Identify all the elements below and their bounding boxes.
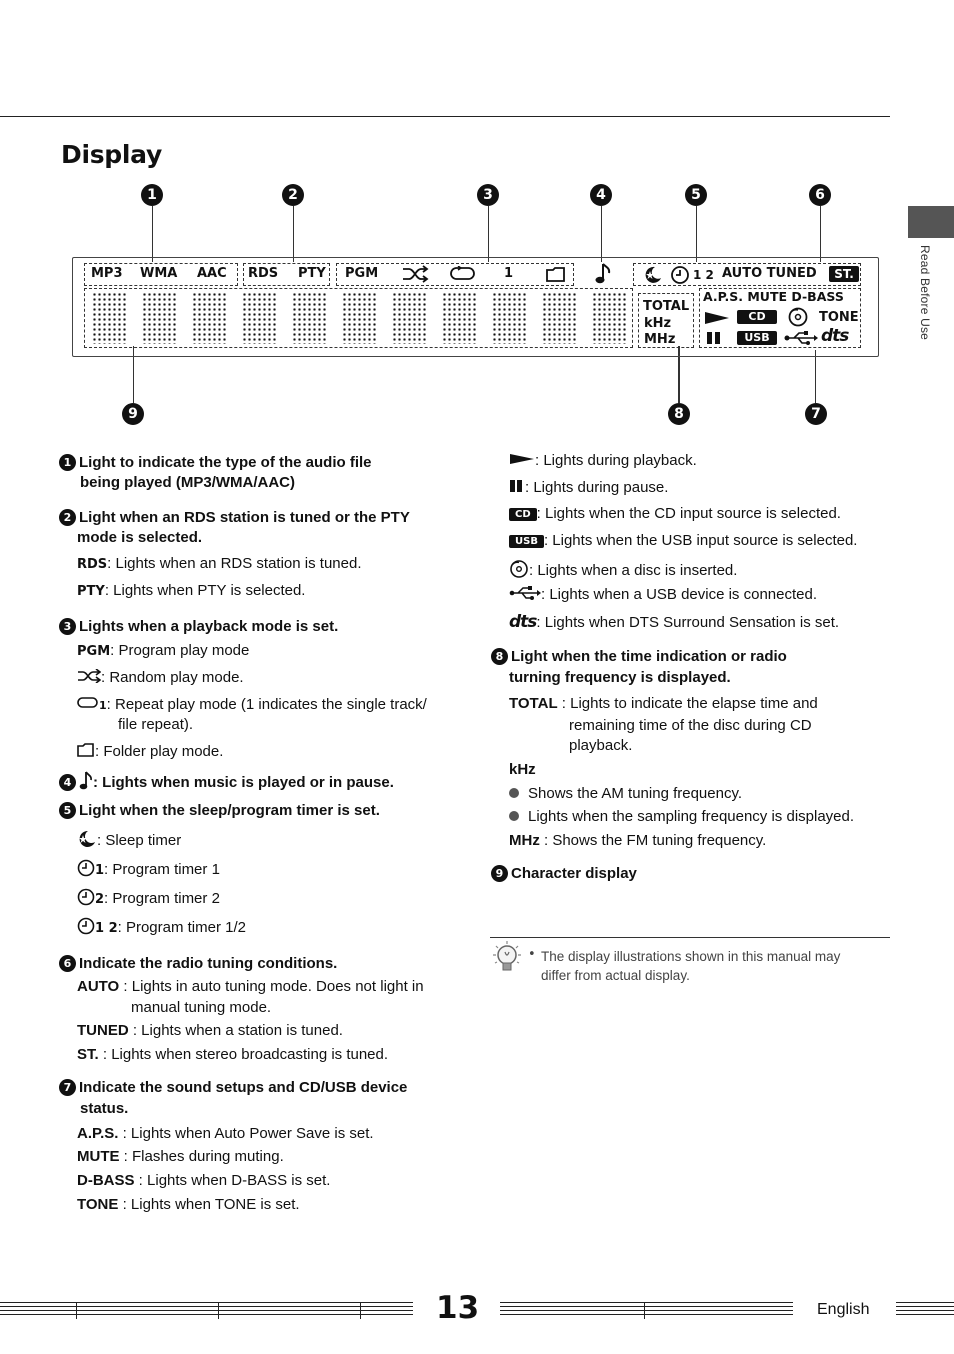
play-description: : Lights during playback. [535, 452, 697, 469]
pty-description: : Lights when PTY is selected. [104, 582, 306, 599]
sleep-description: : Sleep timer [97, 832, 182, 849]
aps-item [77, 1124, 374, 1144]
bullet-dot [509, 788, 519, 798]
leader-line-5 [696, 206, 697, 262]
repeat-description-line2: file repeat). [118, 716, 194, 733]
section-tab-label: Read Before Use [918, 245, 932, 341]
panel-total: TOTAL [643, 299, 690, 314]
bullet-dot [509, 811, 519, 821]
mute-description: : Flashes during muting. [119, 1148, 284, 1165]
mute-item [77, 1147, 284, 1167]
timer1-symbol: 1 [95, 863, 105, 878]
callout-8: 8 [668, 403, 690, 425]
total-description-line2: remaining time of the disc during CD [569, 717, 812, 734]
tone-key: TONE [77, 1196, 119, 1213]
lightbulb-tip-icon [490, 940, 524, 978]
section-3-number: 3 [59, 618, 76, 635]
callout-6: 6 [809, 184, 831, 206]
panel-usb-badge: USB [737, 331, 777, 345]
section-1-number: 1 [59, 454, 76, 471]
play-icon [509, 452, 535, 466]
total-description-line3: playback. [569, 737, 633, 754]
section-5-heading [59, 801, 380, 821]
section-2-heading [59, 508, 410, 528]
footer-tick [644, 1302, 645, 1319]
disc-item [509, 559, 737, 581]
rds-item [77, 554, 361, 575]
panel-wma: WMA [140, 266, 178, 281]
panel-aps-mute-dbass: A.P.S. MUTE D-BASS [703, 289, 844, 304]
disc-icon [787, 306, 809, 328]
footer-tick [76, 1302, 77, 1319]
tuned-item [77, 1021, 343, 1041]
footer-tick [360, 1302, 361, 1319]
play-item [509, 451, 697, 471]
random-icon [77, 669, 101, 683]
leader-line-4 [601, 206, 602, 262]
mute-key: MUTE [77, 1148, 120, 1165]
mhz-description: : Shows the FM tuning frequency. [539, 832, 767, 849]
panel-dts: dts [821, 326, 849, 346]
folder-icon [545, 266, 567, 283]
sleep-item [77, 830, 181, 851]
matrix-char [492, 292, 526, 344]
section-5-title: Light when the sleep/program timer is set. [79, 802, 380, 819]
rds-symbol: RDS [77, 557, 108, 572]
pgm-description: : Program play mode [110, 642, 250, 659]
section-6-title: Indicate the radio tuning conditions. [79, 955, 338, 972]
panel-auto-tuned: AUTO TUNED [722, 266, 817, 281]
panel-rds: RDS [248, 266, 279, 281]
auto-key: AUTO [77, 978, 120, 995]
section-3-title: Lights when a playback mode is set. [79, 618, 339, 635]
timer12-description: : Program timer 1/2 [117, 919, 246, 936]
sleep-timer-icon [77, 830, 97, 848]
callout-5: 5 [685, 184, 707, 206]
pause-description: : Lights during pause. [525, 479, 669, 496]
callout-4: 4 [590, 184, 612, 206]
callout-1: 1 [141, 184, 163, 206]
cd-item [509, 504, 841, 524]
pgm-symbol: PGM [77, 644, 111, 659]
note-line-1: The display illustrations shown in this manual may [541, 949, 841, 964]
matrix-char [592, 292, 626, 344]
matrix-char [292, 292, 326, 344]
panel-pgm: PGM [345, 266, 379, 281]
timer2-symbol: 2 [95, 892, 105, 907]
repeat-item [77, 695, 427, 716]
timer12-symbol: 1 2 [95, 921, 118, 936]
khz-key: kHz [509, 761, 536, 778]
section-2-title-line2: mode is selected. [77, 529, 203, 546]
dbass-key: D-BASS [77, 1172, 135, 1189]
program-timer-icon [77, 859, 95, 877]
aps-key: A.P.S. [77, 1125, 119, 1142]
panel-aac: AAC [197, 266, 227, 281]
section-9-title: Character display [511, 865, 637, 882]
dbass-description: : Lights when D-BASS is set. [134, 1172, 331, 1189]
footer-lines-right [896, 1302, 954, 1319]
note-text [541, 947, 840, 985]
timer2-description: : Program timer 2 [104, 890, 220, 907]
program-timer-icon [77, 917, 95, 935]
matrix-char [92, 292, 126, 344]
section-8-title-line2: turning frequency is displayed. [509, 669, 731, 686]
section-9-number: 9 [491, 865, 508, 882]
repeat-icon [449, 266, 477, 282]
section-8-title-line1: Light when the time indication or radio [511, 648, 787, 665]
leader-line-1 [152, 206, 153, 262]
repeat-icon [77, 696, 99, 710]
play-icon [704, 310, 730, 326]
repeat-one-symbol: 1 [99, 699, 107, 712]
section-7-title-line2: status. [80, 1100, 129, 1117]
auto-item [77, 977, 424, 997]
folder-icon [77, 743, 95, 757]
dts-logo: dts [509, 612, 537, 632]
program-timer-icon [670, 265, 690, 285]
top-rule [0, 116, 890, 117]
usb-badge: USB [509, 535, 544, 548]
section-2-title-line1: Light when an RDS station is tuned or the PTY [79, 509, 410, 526]
st-description: : Lights when stereo broadcasting is tuned. [98, 1046, 389, 1063]
mhz-key: MHz [509, 832, 540, 849]
tuned-key: TUNED [77, 1022, 129, 1039]
timer2-item [77, 888, 220, 910]
disc-description: : Lights when a disc is inserted. [529, 562, 738, 579]
total-key: TOTAL [509, 695, 558, 712]
footer-lines-middle [500, 1302, 793, 1319]
section-6-number: 6 [59, 955, 76, 972]
note-line-2: differ from actual display. [541, 968, 690, 983]
matrix-char [392, 292, 426, 344]
section-8-number: 8 [491, 648, 508, 665]
dts-item [509, 612, 839, 633]
footer-tick [218, 1302, 219, 1319]
program-timer-icon [77, 888, 95, 906]
panel-khz: kHz [644, 316, 672, 331]
matrix-char [442, 292, 476, 344]
cd-badge: CD [509, 508, 537, 521]
section-7-title-line1: Indicate the sound setups and CD/USB device [79, 1079, 408, 1096]
footer-lines-left [0, 1302, 413, 1319]
usb-connection-icon [784, 331, 818, 345]
music-note-icon [594, 262, 612, 286]
folder-description: : Folder play mode. [95, 743, 224, 760]
dbass-item [77, 1171, 330, 1191]
section-7-number: 7 [59, 1079, 76, 1096]
section-4-title: : Lights when music is played or in pause. [93, 774, 394, 791]
matrix-char [192, 292, 226, 344]
section-3-heading [59, 617, 338, 637]
section-8-heading [491, 647, 787, 667]
section-tab-marker [908, 206, 954, 238]
disc-icon [509, 559, 529, 579]
pty-item [77, 581, 305, 602]
leader-line-2 [293, 206, 294, 262]
usb-connection-icon [509, 586, 541, 600]
pause-icon [509, 479, 525, 493]
matrix-char [342, 292, 376, 344]
leader-line-3 [488, 206, 489, 262]
page-number: 13 [436, 1290, 480, 1326]
panel-timer-numbers: 1 2 [693, 268, 714, 282]
section-1-title-line2: being played (MP3/WMA/AAC) [80, 474, 296, 491]
tone-item [77, 1195, 300, 1215]
panel-mhz: MHz [644, 332, 676, 347]
random-description: : Random play mode. [101, 669, 244, 686]
aps-description: : Lights when Auto Power Save is set. [118, 1125, 374, 1142]
music-note-icon [79, 771, 93, 791]
matrix-char [142, 292, 176, 344]
pty-symbol: PTY [77, 584, 105, 599]
section-5-number: 5 [59, 802, 76, 819]
usb-connection-item [509, 585, 817, 605]
note-rule [490, 937, 890, 938]
usb-description: : Lights when the USB input source is selected. [543, 532, 858, 549]
rds-description: : Lights when an RDS station is tuned. [107, 555, 362, 572]
khz-bullet-1-text: Shows the AM tuning frequency. [528, 785, 743, 802]
sleep-timer-icon [643, 265, 663, 285]
panel-cd-badge: CD [737, 310, 777, 324]
pgm-item [77, 641, 249, 662]
section-7-heading [59, 1078, 407, 1098]
matrix-char [242, 292, 276, 344]
section-6-heading [59, 954, 337, 974]
timer1-item [77, 859, 220, 881]
section-4-heading [59, 771, 394, 793]
leader-line-6 [820, 206, 821, 262]
khz-bullet-2-text: Lights when the sampling frequency is displayed. [528, 808, 855, 825]
panel-repeat-one: 1 [504, 266, 514, 281]
leader-line-7 [815, 350, 816, 403]
callout-9: 9 [122, 403, 144, 425]
dts-description: : Lights when DTS Surround Sensation is set. [536, 614, 840, 631]
section-1-title-line1: Light to indicate the type of the audio file [79, 454, 372, 471]
timer1-description: : Program timer 1 [104, 861, 220, 878]
timer12-item [77, 917, 246, 939]
khz-bullet-2 [509, 807, 854, 827]
panel-tone: TONE [819, 310, 859, 325]
repeat-description-line1: : Repeat play mode (1 indicates the single track/ [106, 696, 427, 713]
panel-mp3: MP3 [91, 266, 123, 281]
auto-description-line2: manual tuning mode. [131, 999, 272, 1016]
mhz-item [509, 831, 766, 851]
random-item [77, 668, 244, 688]
section-1-heading [59, 453, 372, 473]
usb-connection-description: : Lights when a USB device is connected. [541, 586, 817, 603]
st-item [77, 1045, 388, 1065]
cd-description: : Lights when the CD input source is selected. [536, 505, 841, 522]
matrix-char [542, 292, 576, 344]
auto-description-line1: : Lights in auto tuning mode. Does not light in [119, 978, 424, 995]
panel-pty: PTY [298, 266, 326, 281]
footer-language: English [817, 1301, 870, 1318]
total-item [509, 694, 818, 714]
callout-3: 3 [477, 184, 499, 206]
callout-7: 7 [805, 403, 827, 425]
panel-st-badge: ST. [829, 266, 859, 282]
note-bullet: • [528, 947, 536, 962]
khz-bullet-1 [509, 784, 742, 804]
st-key: ST. [77, 1046, 99, 1063]
section-2-number: 2 [59, 509, 76, 526]
section-4-number: 4 [59, 774, 76, 791]
page-title: Display [61, 140, 162, 169]
folder-item [77, 742, 223, 762]
total-description-line1: : Lights to indicate the elapse time and [557, 695, 818, 712]
tone-description: : Lights when TONE is set. [118, 1196, 300, 1213]
pause-icon [706, 331, 722, 345]
usb-item [509, 531, 857, 551]
random-icon [401, 265, 429, 283]
tuned-description: : Lights when a station is tuned. [128, 1022, 343, 1039]
pause-item [509, 478, 668, 498]
callout-2: 2 [282, 184, 304, 206]
section-9-heading [491, 864, 637, 884]
